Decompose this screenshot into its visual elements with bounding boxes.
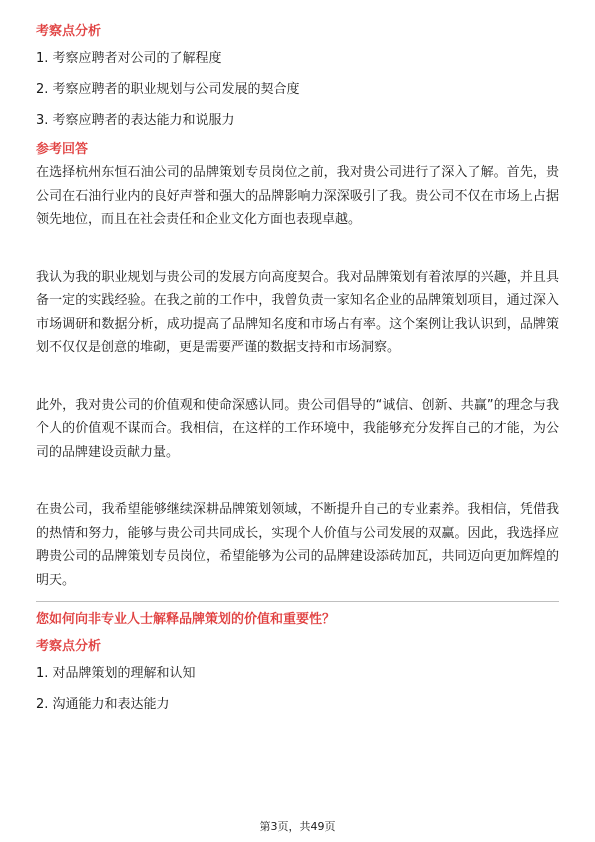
list-item: 1. 对品牌策划的理解和认知 [36,666,196,681]
analysis-heading: 考察点分析 [36,639,102,654]
answer-heading: 参考回答 [36,142,89,157]
analysis-heading: 考察点分析 [36,24,102,39]
document-page [36,22,559,727]
answer-paragraph: 在选择杭州东恒石油公司的品牌策划专员岗位之前，我对贵公司进行了深入了解。首先，贵公司在石油行业内的良好声誉和强大的品牌影响力深深吸引了我。贵公司不仅在市场上占据领先地位，而且在社会责任和企业文化方面也表现卓越。 [36,165,559,227]
answer-paragraph: 我认为我的职业规划与贵公司的发展方向高度契合。我对品牌策划有着浓厚的兴趣，并且具备一定的实践经验。在我之前的工作中，我曾负责一家知名企业的品牌策划项目，通过深入市场调研和数据分析，成功提高了品牌知名度和市场占有率。这个案例让我认识到，品牌策划不仅仅是创意的堆砌，更是需要严谨的数据支持和市场洞察。 [36,269,559,355]
list-item: 3. 考察应聘者的表达能力和说服力 [36,113,235,128]
analysis-list [36,50,559,130]
page-number: 第3页，共49页 [259,820,336,833]
answer-paragraph: 此外，我对贵公司的价值观和使命深感认同。贵公司倡导的“诚信、创新、共赢”的理念与我个人的价值观不谋而合。我相信，在这样的工作环境中，我能够充分发挥自己的才能，为公司的品牌建设贡献力量。 [36,397,559,460]
list-item: 2. 沟通能力和表达能力 [36,697,170,712]
question-title: 您如何向非专业人士解释品牌策划的价值和重要性？ [36,612,336,627]
analysis-list [36,665,559,714]
answer-paragraph: 在贵公司，我希望能够继续深耕品牌策划领域，不断提升自己的专业素养。我相信，凭借我的热情和努力，能够与贵公司共同成长，实现个人价值与公司发展的双赢。因此，我选择应聘贵公司的品牌策划专员岗位，希望能够为公司的品牌建设添砖加瓦，共同迈向更加辉煌的明天。 [36,502,559,588]
section-divider [36,601,559,602]
list-item: 2. 考察应聘者的职业规划与公司发展的契合度 [36,82,300,97]
list-item: 1. 考察应聘者对公司的了解程度 [36,51,222,66]
